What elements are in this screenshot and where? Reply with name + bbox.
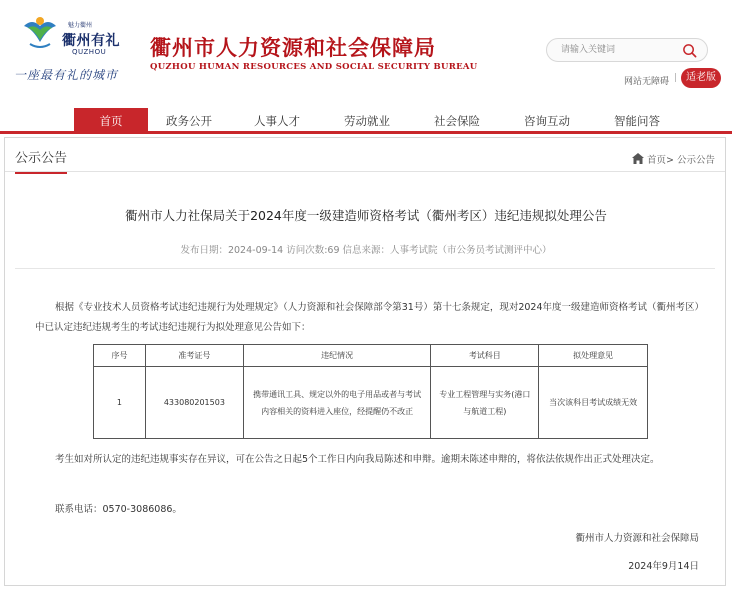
bureau-name-cn[interactable]: 衢州市人力资源和社会保障局 (150, 35, 436, 60)
article-meta: 发布日期：2024-09-14 访问次数:69 信息来源：人事考试院（市公务员考试测评中心） (180, 245, 552, 256)
content-panel (4, 137, 726, 586)
table-header-row (94, 345, 648, 367)
nav-consult[interactable]: 咨询互动 (524, 114, 570, 128)
table-cell: 1 (94, 367, 146, 439)
elder-mode-button[interactable]: 适老版 (681, 68, 721, 88)
table-header-cell: 考试科目 (431, 345, 539, 367)
nav-home[interactable]: 首页 (74, 108, 148, 134)
city-logo-icon (20, 12, 60, 52)
breadcrumb (632, 152, 715, 166)
violation-table (93, 344, 648, 439)
divider (15, 268, 715, 269)
search-box (546, 38, 708, 62)
article-title: 衢州市人力社保局关于2024年度一级建造师资格考试（衢州考区）违纪违规拟处理公告 (125, 208, 607, 223)
main-nav (0, 108, 732, 134)
table-header-cell: 准考证号 (145, 345, 243, 367)
article-date: 2024年9月14日 (628, 561, 699, 572)
article-paragraph-objection: 考生如对所认定的违纪违规事实存在异议，可在公告之日起5个工作日内向我局陈述和申辩。逾期未陈述申辩的，将依法依规作出正式处理决定。 (55, 454, 660, 465)
breadcrumb-bar (5, 138, 725, 172)
table-cell: 携带通讯工具、规定以外的电子用品或者与考试内容相关的资料进入座位，经提醒仍不改正 (243, 367, 431, 439)
article-paragraph-intro: 根据《专业技术人员资格考试违纪违规行为处理规定》（人力资源和社会保障部令第31号）第十七条规定，现对2024年度一级建造师资格考试（衢州考区）中已认定违纪违规考生的考试违纪违规行为拟处理意见公告如下： (35, 302, 700, 333)
section-title: 公示公告 (15, 147, 67, 174)
table-cell: 专业工程管理与实务(港口与航道工程) (431, 367, 539, 439)
table-header-cell: 违纪情况 (243, 345, 431, 367)
city-slogan: 一座最有礼的城市 (14, 68, 119, 82)
nav-gov-affairs[interactable]: 政务公开 (166, 114, 212, 128)
article-signature: 衢州市人力资源和社会保障局 (575, 533, 699, 544)
logo-top-text: 魅力衢州 (68, 22, 93, 29)
table-header-cell: 拟处理意见 (539, 345, 648, 367)
bureau-name-en: QUZHOU HUMAN RESOURCES AND SOCIAL SECURITY BUREAU (150, 62, 478, 72)
search-icon[interactable] (682, 43, 697, 58)
site-header (0, 0, 732, 108)
home-icon (632, 153, 644, 164)
table-header-cell: 序号 (94, 345, 146, 367)
search-input[interactable] (561, 42, 681, 58)
table-cell: 当次该科目考试成绩无效 (539, 367, 648, 439)
breadcrumb-path[interactable]: 首页> 公示公告 (647, 155, 715, 166)
header-separator: | (674, 73, 678, 83)
logo-sub-text: QUZHOU (72, 48, 107, 56)
nav-social-insurance[interactable]: 社会保险 (434, 114, 480, 128)
logo-brand-text: 衢州有礼 (62, 33, 120, 49)
table-row (94, 367, 648, 439)
nav-employment[interactable]: 劳动就业 (344, 114, 390, 128)
nav-smart-qa[interactable]: 智能问答 (614, 114, 660, 128)
accessibility-link[interactable]: 网站无障碍 (624, 77, 670, 87)
table-cell: 433080201503 (145, 367, 243, 439)
nav-personnel[interactable]: 人事人才 (254, 114, 300, 128)
article-paragraph-contact: 联系电话：0570-3086086。 (55, 504, 182, 515)
